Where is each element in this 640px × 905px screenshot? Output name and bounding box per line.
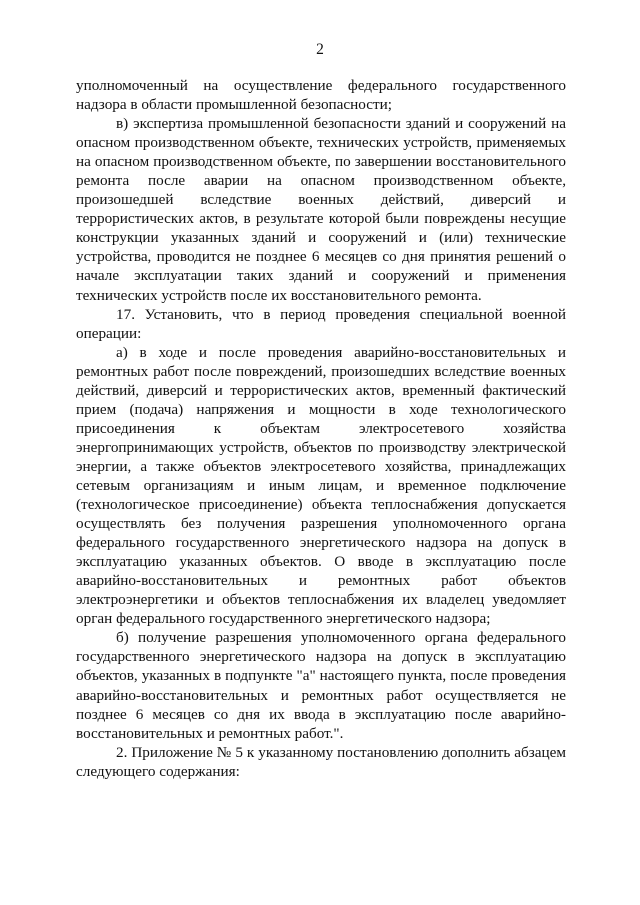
paragraph-item-a: а) в ходе и после проведения аварийно-восстановительных и ремонтных работ после повреждений, произошедших вследствие военных действий, диверсий и террористических актов, временный фактический прием (подача) напряжения и мощности в ходе технологического присоединения к объектам электросетевого хозяйства энергопринимающих устройств, объектов по производству электрической энергии, а также объектов электросетевого хозяйства, принадлежащих сетевым организациям и иным лицам, и временное подключение (технологическое присоединение) объекта теплоснабжения допускается осуществлять без получения разрешения уполномоченного органа федерального государственного энергетического надзора на допуск в эксплуатацию указанных объектов. О вводе в эксплуатацию после аварийно-восстановительных и ремонтных работ объектов электроэнергетики и объектов теплоснабжения их владелец уведомляет орган федерального государственного энергетического надзора; — [76, 343, 566, 628]
page-number: 2 — [316, 41, 324, 58]
paragraph-continuation: уполномоченный на осуществление федерального государственного надзора в области промышленной безопасности; — [76, 77, 566, 114]
paragraph-point-2: 2. Приложение № 5 к указанному постановлению дополнить абзацем следующего содержания: — [76, 743, 566, 780]
paragraph-item-v: в) экспертиза промышленной безопасности зданий и сооружений на опасном производственном объекте, технических устройств, применяемых на опасном производственном объекте, по завершении восстановительного ремонта после аварии на опасном производственном объекте, произошедшей вследствие военных действий, диверсий и террористических актов, в результате которой были повреждены несущие конструкции указанных зданий и сооружений и (или) технические устройства, проводится не позднее 6 месяцев со дня принятия решений о начале эксплуатации таких зданий и сооружений и применения технических устройств после их восстановительного ремонта. — [76, 115, 566, 304]
paragraph-point-17: 17. Установить, что в период проведения специальной военной операции: — [76, 305, 566, 342]
paragraph-item-b: б) получение разрешения уполномоченного органа федерального государственного энергетического надзора на допуск в эксплуатацию объектов, указанных в подпункте "а" настоящего пункта, после проведения аварийно-восстановительных и ремонтных работ осуществляется не позднее 6 месяцев со дня их ввода в эксплуатацию после аварийно-восстановительных и ремонтных работ.". — [76, 629, 566, 742]
document-body — [76, 76, 566, 781]
